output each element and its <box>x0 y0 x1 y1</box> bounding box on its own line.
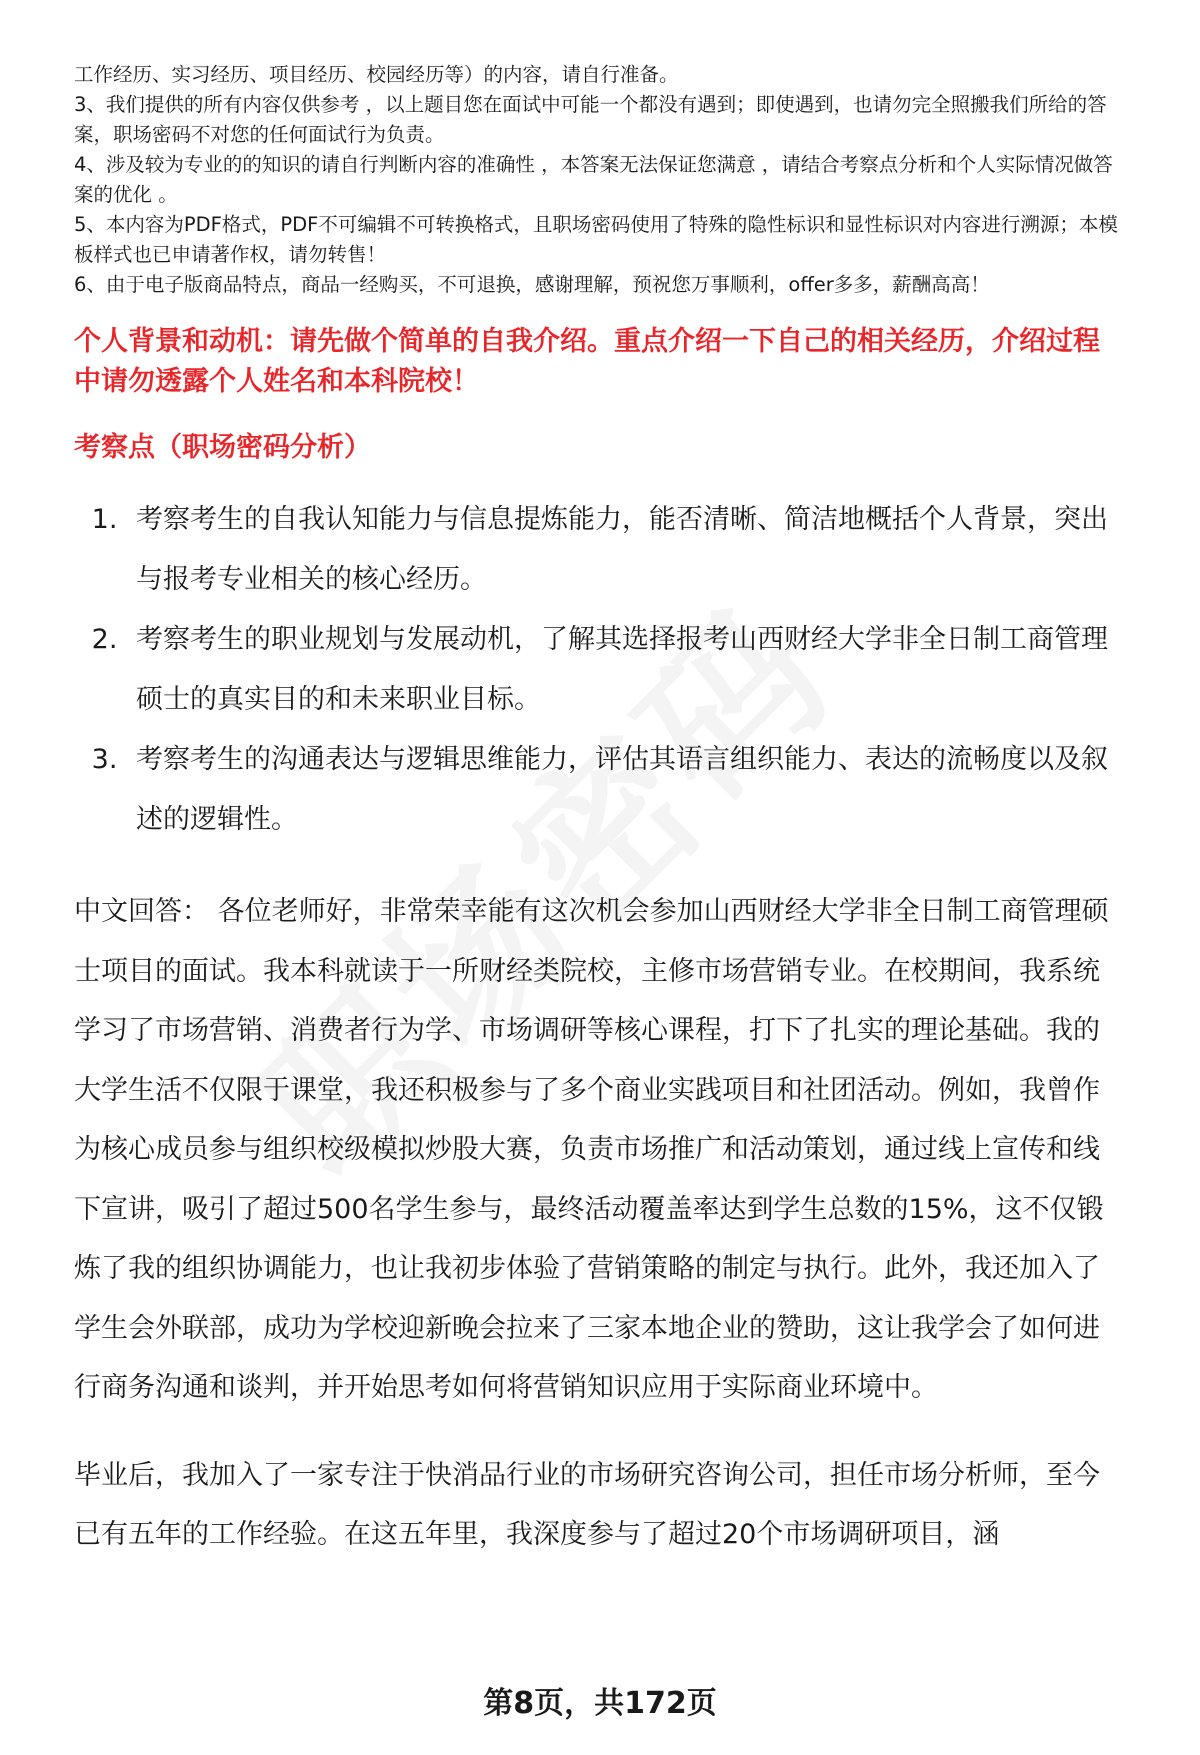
page-footer: 第8页，共172页 <box>483 1686 717 1721</box>
note-line: 工作经历、实习经历、项目经历、校园经历等）的内容，请自行准备。 <box>74 63 679 86</box>
analysis-point: 3. 考察考生的沟通表达与逻辑思维能力，评估其语言组织能力、表达的流畅度以及叙述的逻辑性。 <box>126 730 1126 850</box>
note-line: 6、由于电子版商品特点，商品一经购买，不可退换，感谢理解，预祝您万事顺利，offer多多，薪酬高高！ <box>74 273 990 296</box>
notes-section <box>74 0 1126 300</box>
note-line: 5、本内容为PDF格式，PDF不可编辑不可转换格式，且职场密码使用了特殊的隐性标识和显性标识对内容进行溯源；本模板样式也已申请著作权，请勿转售！ <box>74 213 1118 266</box>
interview-question: 个人背景和动机：请先做个简单的自我介绍。重点介绍一下自己的相关经历，介绍过程中请勿透露个人姓名和本科院校！ <box>74 326 1100 397</box>
analysis-point: 2. 考察考生的职业规划与发展动机，了解其选择报考山西财经大学非全日制工商管理硕士的真实目的和未来职业目标。 <box>126 610 1126 730</box>
analysis-title: 考察点（职场密码分析） <box>74 432 371 463</box>
note-line: 4、涉及较为专业的的知识的请自行判断内容的准确性 ，本答案无法保证您满意 ，请结合考察点分析和个人实际情况做答案的优化 。 <box>74 153 1113 206</box>
analysis-points <box>74 490 1126 850</box>
answer-paragraph-1: 中文回答： 各位老师好，非常荣幸能有这次机会参加山西财经大学非全日制工商管理硕士项目的面试。我本科就读于一所财经类院校，主修市场营销专业。在校期间，我系统学习了市场营销、消费者行为学、市场调研等核心课程，打下了扎实的理论基础。我的大学生活不仅限于课堂，我还积极参与了多个商业实践项目和社团活动。例如，我曾作为核心成员参与组织校级模拟炒股大赛，负责市场推广和活动策划，通过线上宣传和线下宣讲，吸引了超过500名学生参与，最终活动覆盖率达到学生总数的15%，这不仅锻炼了我的组织协调能力，也让我初步体验了营销策略的制定与执行。此外，我还加入了学生会外联部，成功为学校迎新晚会拉来了三家本地企业的赞助，这让我学会了如何进行商务沟通和谈判，并开始思考如何将营销知识应用于实际商业环境中。 <box>74 896 1109 1403</box>
note-line: 3、我们提供的所有内容仅供参考 ，以上题目您在面试中可能一个都没有遇到；即使遇到，也请勿完全照搬我们所给的答案，职场密码不对您的任何面试行为负责。 <box>74 93 1107 146</box>
answer-paragraph-2: 毕业后，我加入了一家专注于快消品行业的市场研究咨询公司，担任市场分析师，至今已有五年的工作经验。在这五年里，我深度参与了超过20个市场调研项目，涵 <box>74 1459 1100 1550</box>
analysis-point: 1. 考察考生的自我认知能力与信息提炼能力，能否清晰、简洁地概括个人背景，突出与报考专业相关的核心经历。 <box>126 490 1126 610</box>
